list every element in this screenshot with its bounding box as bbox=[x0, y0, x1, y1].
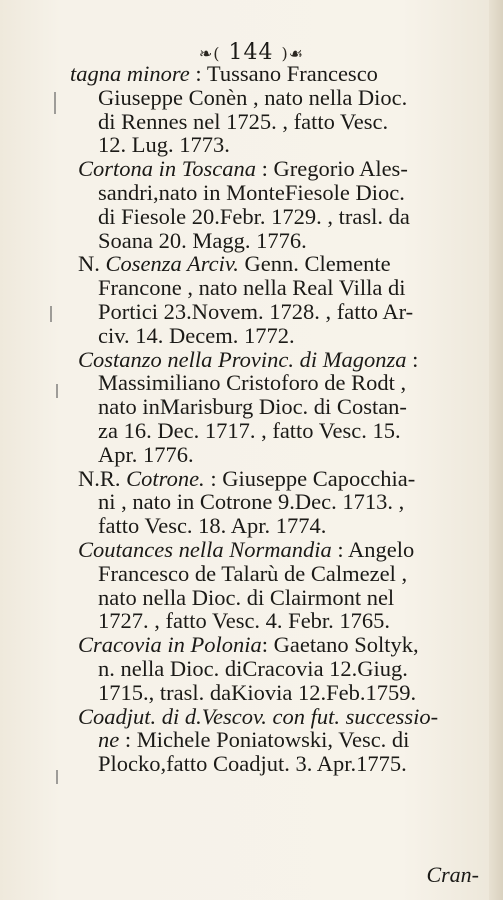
italic-heading: ne bbox=[98, 727, 120, 753]
text-line bbox=[78, 371, 486, 395]
text-segment: 1715., trasl. daKiovia 12.Feb.1759. bbox=[98, 679, 417, 705]
text-segment: : Angelo bbox=[331, 536, 415, 562]
text-segment: Apr. 1776. bbox=[98, 441, 194, 467]
text-segment: : Giuseppe Capocchia- bbox=[204, 465, 416, 491]
text-segment: Massimiliano Cristoforo de Rodt , bbox=[98, 370, 407, 396]
text-segment: za 16. Dec. 1717. , fatto Vesc. 15. bbox=[98, 417, 401, 443]
text-line bbox=[78, 252, 486, 276]
ornament-right: )☙ bbox=[281, 44, 305, 63]
page-gutter bbox=[489, 0, 503, 900]
text-segment: Soana 20. Magg. 1776. bbox=[98, 227, 307, 253]
text-segment: ni , nato in Cotrone 9.Dec. 1713. , bbox=[98, 489, 405, 515]
text-segment: n. nella Dioc. diCracovia 12.Giug. bbox=[98, 655, 408, 681]
text-line bbox=[78, 86, 486, 110]
text-line bbox=[78, 705, 486, 729]
text-line bbox=[78, 133, 486, 157]
text-line bbox=[78, 181, 486, 205]
text-segment: 12. Lug. 1773. bbox=[98, 132, 230, 158]
text-line bbox=[78, 395, 486, 419]
text-segment: N. bbox=[78, 251, 106, 277]
text-segment: fatto Vesc. 18. Apr. 1774. bbox=[98, 513, 327, 539]
margin-mark bbox=[56, 770, 58, 784]
text-line bbox=[78, 205, 486, 229]
text-line bbox=[78, 609, 486, 633]
text-segment: di Fiesole 20.Febr. 1729. , trasl. da bbox=[98, 203, 410, 229]
italic-heading: tagna minore bbox=[70, 61, 190, 86]
text-line bbox=[78, 157, 486, 181]
text-line bbox=[78, 490, 486, 514]
text-segment: : Gregorio Ales- bbox=[255, 156, 408, 182]
italic-heading: Coutances nella Normandia bbox=[78, 536, 332, 562]
text-segment: Plocko,fatto Coadjut. 3. Apr.1775. bbox=[98, 751, 407, 777]
text-segment: : Tussano Francesco bbox=[189, 61, 378, 86]
text-line bbox=[78, 752, 486, 776]
italic-heading: Costanzo nella Provinc. di Magonza bbox=[78, 346, 407, 372]
text-line bbox=[78, 562, 486, 586]
text-segment: di Rennes nel 1725. , fatto Vesc. bbox=[98, 108, 389, 134]
text-line bbox=[70, 62, 486, 86]
text-segment: : bbox=[406, 346, 419, 372]
text-segment: : Gaetano Soltyk, bbox=[261, 632, 419, 658]
text-line bbox=[78, 300, 486, 324]
text-segment: Francesco de Talarù de Calmezel , bbox=[98, 560, 408, 586]
text-line bbox=[78, 514, 486, 538]
text-segment: nato inMarisburg Dioc. di Costan- bbox=[98, 394, 407, 420]
text-line bbox=[78, 633, 486, 657]
margin-mark bbox=[50, 306, 52, 322]
text-segment: sandri,nato in MonteFiesole Dioc. bbox=[98, 179, 405, 205]
text-segment: Francone , nato nella Real Villa di bbox=[98, 275, 406, 301]
italic-heading: Cortona in Toscana bbox=[78, 156, 256, 182]
text-line bbox=[78, 419, 486, 443]
text-line bbox=[78, 443, 486, 467]
margin-mark bbox=[54, 92, 56, 114]
text-line bbox=[78, 657, 486, 681]
italic-heading: Cracovia in Polonia bbox=[78, 632, 262, 658]
text-line bbox=[78, 348, 486, 372]
text-line bbox=[78, 110, 486, 134]
text-line bbox=[78, 467, 486, 491]
text-line bbox=[78, 728, 486, 752]
page-number: 144 bbox=[228, 40, 274, 65]
ornament-left: ❧( bbox=[198, 44, 221, 63]
text-segment: : Michele Poniatowski, Vesc. di bbox=[119, 727, 410, 753]
text-segment: nato nella Dioc. di Clairmont nel bbox=[98, 584, 395, 610]
text-segment: 1727. , fatto Vesc. 4. Febr. 1765. bbox=[98, 608, 391, 634]
text-line bbox=[78, 324, 486, 348]
text-line bbox=[78, 276, 486, 300]
text-line bbox=[78, 681, 486, 705]
italic-heading: Cosenza Arciv. bbox=[105, 251, 239, 277]
text-line bbox=[78, 229, 486, 253]
text-line bbox=[78, 538, 486, 562]
margin-mark bbox=[56, 384, 58, 398]
text-segment: N.R. bbox=[78, 465, 127, 491]
text-line bbox=[78, 586, 486, 610]
catchword: Cran- bbox=[426, 862, 479, 887]
italic-heading: Cotrone. bbox=[126, 465, 205, 491]
text-segment: civ. 14. Decem. 1772. bbox=[98, 322, 295, 348]
text-segment: Genn. Clemente bbox=[238, 251, 391, 277]
italic-heading: Coadjut. di d.Vescov. con fut. successio- bbox=[78, 703, 439, 729]
text-segment: Portici 23.Novem. 1728. , fatto Ar- bbox=[98, 298, 414, 324]
text-block bbox=[70, 61, 486, 777]
text-segment: Giuseppe Conèn , nato nella Dioc. bbox=[98, 84, 408, 110]
